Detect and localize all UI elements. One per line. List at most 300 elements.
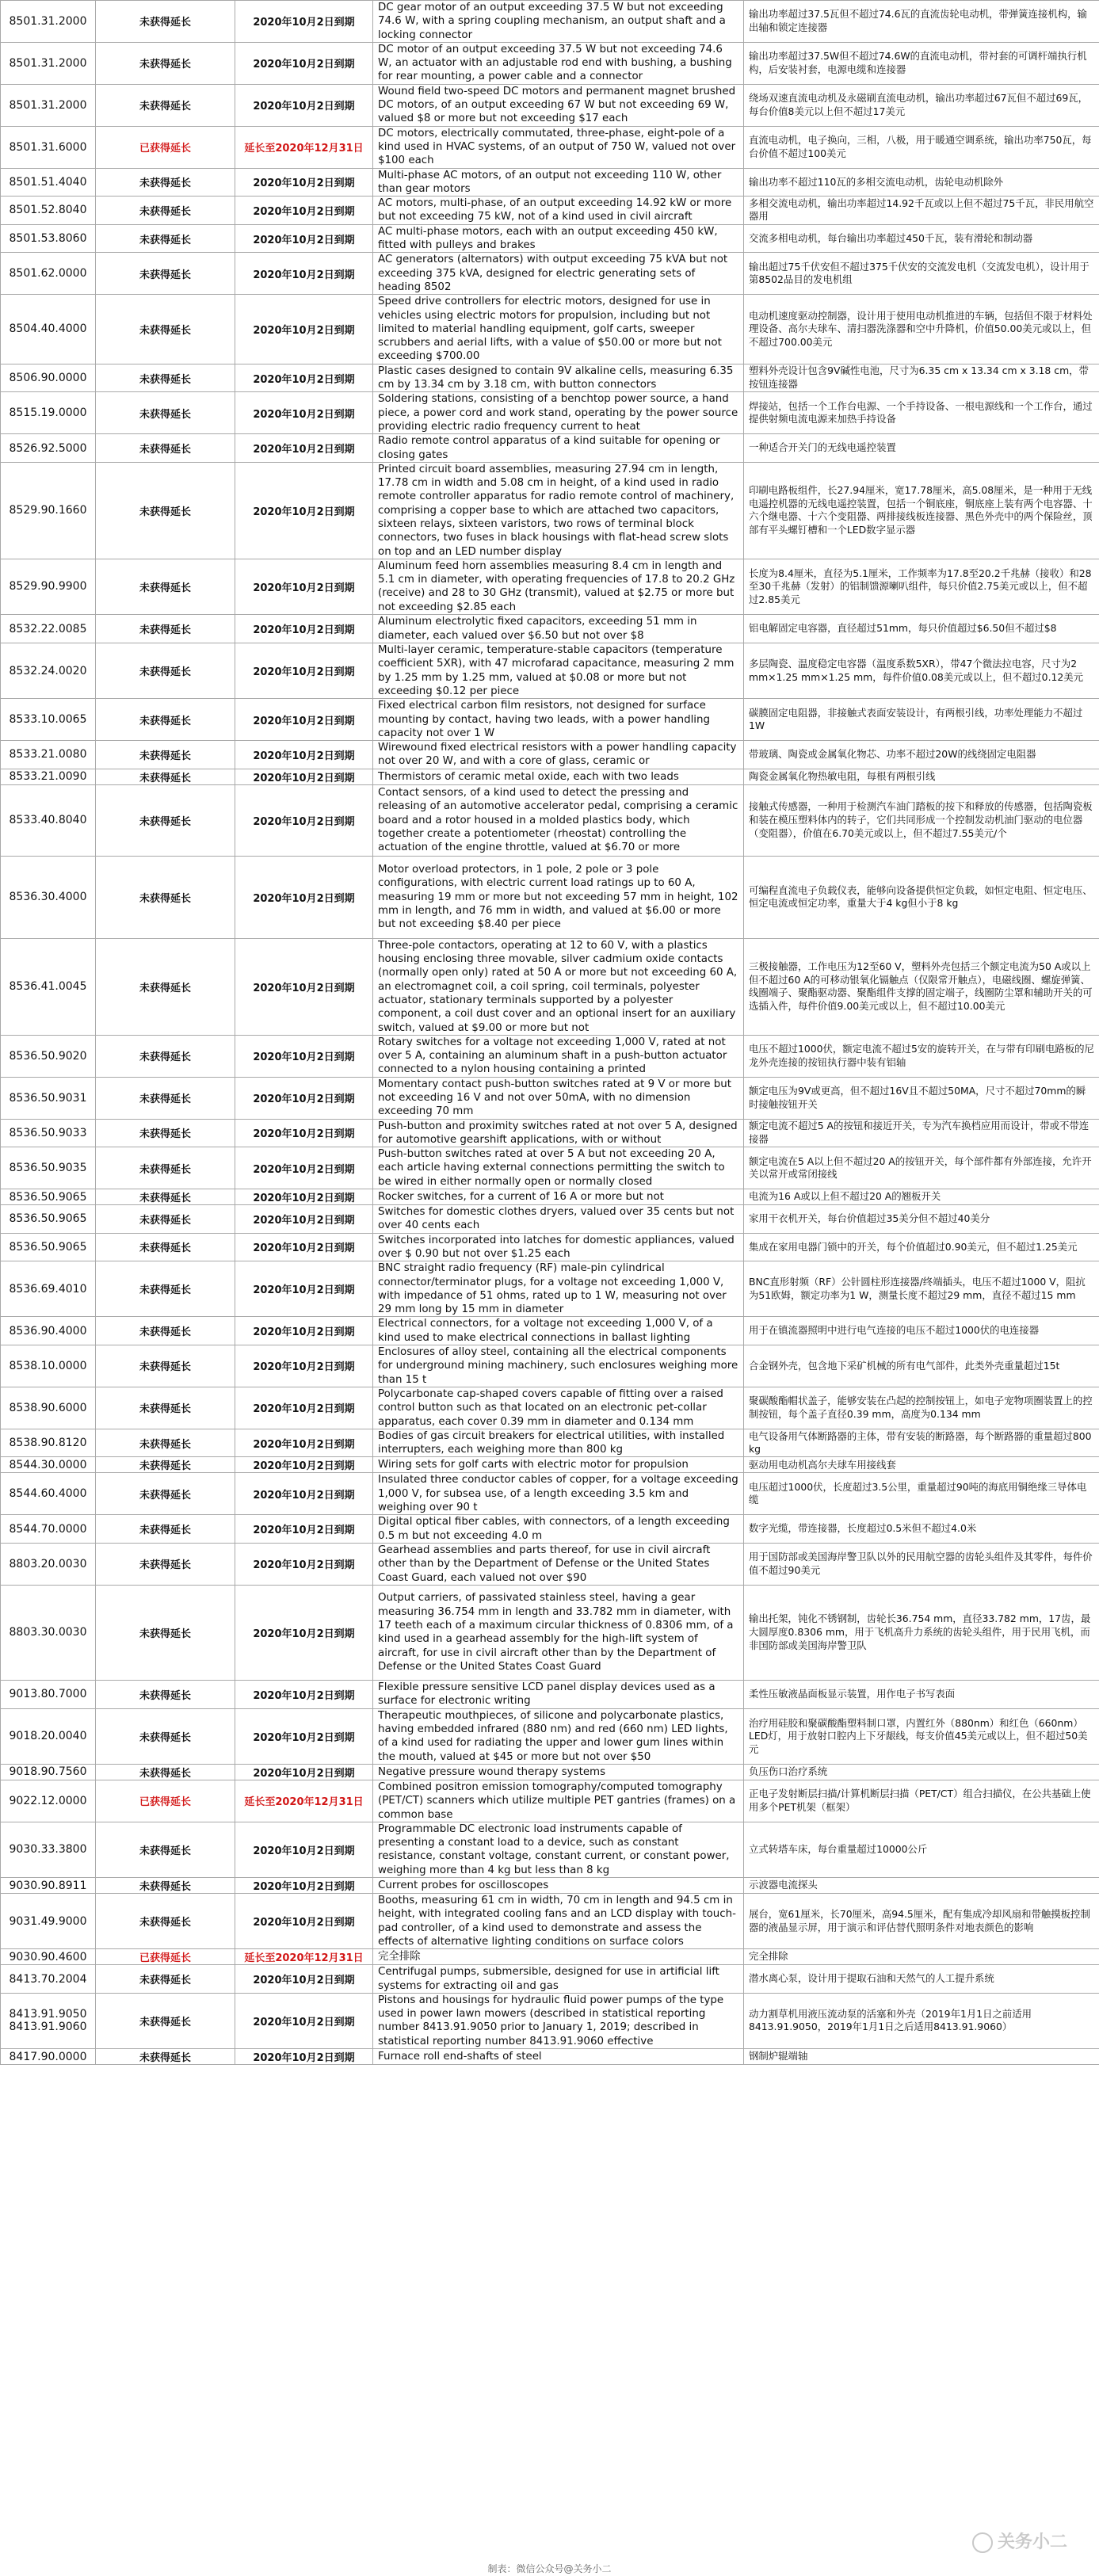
extension-status-cell: 未获得延长 [96, 434, 235, 463]
table-row [1, 1473, 1099, 1515]
deadline-cell: 2020年10月2日到期 [235, 1878, 373, 1894]
chinese-description-cell: 数字光缆，带连接器，长度超过0.5米但不超过4.0米 [744, 1515, 1099, 1544]
hts-code-cell: 9018.20.0040 [1, 1708, 96, 1764]
table-row [1, 1261, 1099, 1317]
hts-code-cell: 8413.91.9050 8413.91.9060 [1, 1993, 96, 2048]
english-description-cell: Therapeutic mouthpieces, of silicone and polycarbonate plastics, having embedded infrared (880 nm) and red (660 nm) LED lights, of a kind used for radiating the upper and lower gum lines within the mouth, valued at $45 or more but not over $50 [373, 1708, 744, 1764]
table-row [1, 434, 1099, 463]
extension-status-cell: 已获得延长 [96, 1780, 235, 1822]
deadline-cell: 2020年10月2日到期 [235, 784, 373, 856]
english-description-cell: Radio remote control apparatus of a kind suitable for opening or closing gates [373, 434, 744, 463]
table-row [1, 1, 1099, 43]
chinese-description-cell: 用于在镇流器照明中进行电气连接的电压不超过1000伏的电连接器 [744, 1317, 1099, 1345]
deadline-cell: 2020年10月2日到期 [235, 1680, 373, 1708]
chinese-description-cell: 动力割草机用液压流动泵的活塞和外壳（2019年1月1日之前适用8413.91.9050，2019年1月1日之后适用8413.91.9060） [744, 1993, 1099, 2048]
chinese-description-cell: 输出功率超过37.5瓦但不超过74.6瓦的直流齿轮电动机，带弹簧连接机构，输出轴和锁定连接器 [744, 1, 1099, 43]
deadline-cell: 2020年10月2日到期 [235, 699, 373, 741]
table-row [1, 1077, 1099, 1119]
table-row [1, 856, 1099, 938]
hts-code-cell: 8529.90.9900 [1, 559, 96, 614]
deadline-cell: 2020年10月2日到期 [235, 434, 373, 463]
extension-status-cell: 未获得延长 [96, 1317, 235, 1345]
chinese-description-cell: 柔性压敏液晶面板显示装置，用作电子书写表面 [744, 1680, 1099, 1708]
deadline-cell: 2020年10月2日到期 [235, 1, 373, 43]
english-description-cell: Wirewound fixed electrical resistors with a power handling capacity not over 20 W, and with a core of glass, ceramic or [373, 741, 744, 769]
hts-code-cell: 8501.51.4040 [1, 168, 96, 197]
footer-credit: 制表：微信公众号@关务小二 [487, 2563, 612, 2574]
hts-code-cell: 8504.40.4000 [1, 295, 96, 364]
table-row [1, 1345, 1099, 1387]
extension-status-cell: 未获得延长 [96, 1473, 235, 1515]
table-row [1, 741, 1099, 769]
english-description-cell: Wound field two-speed DC motors and permanent magnet brushed DC motors, of an output exceeding 67 W but not exceeding 69 W, valued $8 or more but not exceeding $17 each [373, 84, 744, 126]
deadline-cell: 2020年10月2日到期 [235, 1543, 373, 1585]
english-description-cell: Digital optical fiber cables, with connectors, of a length exceeding 0.5 m but not exceeding 4.0 m [373, 1515, 744, 1544]
table-row [1, 1878, 1099, 1894]
chinese-description-cell: 带玻璃、陶瓷或金属氧化物芯、功率不超过20W的线绕固定电阻器 [744, 741, 1099, 769]
table-row [1, 1189, 1099, 1205]
hts-code-cell: 8536.90.4000 [1, 1317, 96, 1345]
hts-code-cell: 8526.92.5000 [1, 434, 96, 463]
deadline-cell: 2020年10月2日到期 [235, 1764, 373, 1780]
hts-code-cell: 8532.22.0085 [1, 615, 96, 643]
deadline-cell: 2020年10月2日到期 [235, 1261, 373, 1317]
chinese-description-cell: 碳膜固定电阻器，非接触式表面安装设计，有两根引线，功率处理能力不超过1W [744, 699, 1099, 741]
english-description-cell: Push-button and proximity switches rated at not over 5 A, designed for automotive gearshift applications, with or without [373, 1119, 744, 1147]
english-description-cell: Electrical connectors, for a voltage not exceeding 1,000 V, of a kind used to make electrical connections in ballast lighting [373, 1317, 744, 1345]
extension-status-cell: 未获得延长 [96, 856, 235, 938]
deadline-cell: 2020年10月2日到期 [235, 224, 373, 253]
english-description-cell: Printed circuit board assemblies, measuring 27.94 cm in length, 17.78 cm in width and 5.08 cm in height, of a kind used in radio remote controller apparatus for radio remote control of machinery, comprising a copper base to which are attached two capacitors, sixteen relays, sixteen varistors, two rows of terminal block connectors, two fuses in black housings with flat-head screw slots on top and an LED number display [373, 462, 744, 559]
table-row [1, 1764, 1099, 1780]
chinese-description-cell: 电流为16 A或以上但不超过20 A的翘板开关 [744, 1189, 1099, 1205]
chinese-description-cell: 正电子发射断层扫描/计算机断层扫描（PET/CT）组合扫描仪，在公共基础上使用多个PET机架（框架） [744, 1780, 1099, 1822]
hts-code-cell: 8501.31.2000 [1, 1, 96, 43]
chinese-description-cell: 驱动用电动机高尔夫球车用接线套 [744, 1457, 1099, 1473]
deadline-cell: 2020年10月2日到期 [235, 1233, 373, 1261]
hts-code-cell: 8803.30.0030 [1, 1585, 96, 1680]
deadline-cell: 2020年10月2日到期 [235, 1965, 373, 1994]
extension-status-cell: 未获得延长 [96, 1387, 235, 1429]
extension-status-cell: 未获得延长 [96, 1, 235, 43]
chinese-description-cell: 接触式传感器，一种用于检测汽车油门踏板的按下和释放的传感器，包括陶瓷板和装在模压塑料体内的转子，它们共同形成一个控制发动机油门驱动的电位器（变阻器），价值在6.70美元或以上，但不超过7.55美元/个 [744, 784, 1099, 856]
deadline-cell: 2020年10月2日到期 [235, 938, 373, 1035]
hts-code-cell: 8803.20.0030 [1, 1543, 96, 1585]
table-row [1, 1317, 1099, 1345]
table-row [1, 784, 1099, 856]
hts-code-cell: 8501.31.6000 [1, 126, 96, 168]
chinese-description-cell: 额定电流在5 A以上但不超过20 A的按钮开关，每个部件都有外部连接，允许开关以常开或常闭接线 [744, 1147, 1099, 1189]
chinese-description-cell: 可编程直流电子负载仪表，能够向设备提供恒定负载，如恒定电阻、恒定电压、恒定电流或恒定功率，重量大于4 kg但小于8 kg [744, 856, 1099, 938]
deadline-cell: 2020年10月2日到期 [235, 1894, 373, 1949]
deadline-cell: 2020年10月2日到期 [235, 84, 373, 126]
hts-code-cell: 9018.90.7560 [1, 1764, 96, 1780]
extension-status-cell: 未获得延长 [96, 699, 235, 741]
chinese-description-cell: 电压超过1000伏，长度超过3.5公里，重量超过90吨的海底用铜绝缘三导体电缆 [744, 1473, 1099, 1515]
deadline-cell: 2020年10月2日到期 [235, 741, 373, 769]
table-row [1, 1457, 1099, 1473]
table-row [1, 769, 1099, 784]
extension-status-cell: 未获得延长 [96, 1189, 235, 1205]
extension-status-cell: 未获得延长 [96, 1894, 235, 1949]
english-description-cell: Booths, measuring 61 cm in width, 70 cm in length and 94.5 cm in height, with integrated cooling fans and an LCD display with touch-pad controller, of a kind used to demonstrate and assess the effects of alternative lighting conditions on surface colors [373, 1894, 744, 1949]
english-description-cell: Switches for domestic clothes dryers, valued over 35 cents but not over 40 cents each [373, 1205, 744, 1234]
extension-status-cell: 未获得延长 [96, 1585, 235, 1680]
hts-code-cell: 8544.30.0000 [1, 1457, 96, 1473]
chinese-description-cell: 塑料外壳设计包含9V碱性电池，尺寸为6.35 cm x 13.34 cm x 3.18 cm，带按钮连接器 [744, 364, 1099, 392]
english-description-cell: BNC straight radio frequency (RF) male-pin cylindrical connector/terminator plugs, for a voltage not exceeding 1,000 V, with impedance of 51 ohms, rated up to 1 W, measuring not over 29 mm long by 15 mm in diameter [373, 1261, 744, 1317]
hts-code-cell: 8515.19.0000 [1, 392, 96, 434]
table-row [1, 84, 1099, 126]
english-description-cell: Push-button switches rated at over 5 A but not exceeding 20 A, each article having external connections permitting the switch to be wired in either normally open or normally closed [373, 1147, 744, 1189]
table-row [1, 1543, 1099, 1585]
english-description-cell: Aluminum electrolytic fixed capacitors, exceeding 51 mm in diameter, each valued over $6.50 but not over $8 [373, 615, 744, 643]
extension-status-cell: 未获得延长 [96, 84, 235, 126]
table-row [1, 42, 1099, 84]
english-description-cell: Current probes for oscilloscopes [373, 1878, 744, 1894]
english-description-cell: Three-pole contactors, operating at 12 to 60 V, with a plastics housing enclosing three movable, silver cadmium oxide contacts (normally open only) rated at 50 A or more but not exceeding 60 A, an electromagnet coil, a coil spring, coil terminals, polyester actuator, stationary terminals supported by a polyester component, a coil dust cover and an optional insert for an auxiliary switch, valued at $9.00 or more but not [373, 938, 744, 1035]
extension-status-cell: 未获得延长 [96, 1345, 235, 1387]
chinese-description-cell: 焊接站，包括一个工作台电源、一个手持设备、一根电源线和一个工作台，通过提供射频电流电源来加热手持设备 [744, 392, 1099, 434]
hts-code-cell: 8536.69.4010 [1, 1261, 96, 1317]
chinese-description-cell: 用于国防部或美国海岸警卫队以外的民用航空器的齿轮头组件及其零件，每件价值不超过90美元 [744, 1543, 1099, 1585]
extension-status-cell: 未获得延长 [96, 615, 235, 643]
english-description-cell: AC generators (alternators) with output exceeding 75 kVA but not exceeding 375 kVA, designed for electric generating sets of heading 8502 [373, 253, 744, 295]
hts-code-cell: 8417.90.0000 [1, 2049, 96, 2065]
english-description-cell: Speed drive controllers for electric motors, designed for use in vehicles using electric motors for propulsion, including but not limited to material handling equipment, golf carts, sweeper scrubbers and aerial lifts, with a value of $50.00 or more but not exceeding $700.00 [373, 295, 744, 364]
hts-code-cell: 8538.90.8120 [1, 1429, 96, 1457]
table-row [1, 559, 1099, 614]
chinese-description-cell: 电动机速度驱动控制器，设计用于使用电动机推进的车辆，包括但不限于材料处理设备、高尔夫球车、清扫器洗涤器和空中升降机，价值50.00美元或以上，但不超过700.00美元 [744, 295, 1099, 364]
hts-code-cell: 8544.70.0000 [1, 1515, 96, 1544]
english-description-cell: Momentary contact push-button switches rated at 9 V or more but not exceeding 16 V and not over 50mA, with no dimension exceeding 70 mm [373, 1077, 744, 1119]
hts-code-cell: 8501.31.2000 [1, 42, 96, 84]
extension-status-cell: 未获得延长 [96, 1965, 235, 1994]
chinese-description-cell: 合金钢外壳，包含地下采矿机械的所有电气部件，此类外壳重量超过15t [744, 1345, 1099, 1387]
chinese-description-cell: 输出托架，钝化不锈钢制，齿轮长36.754 mm，直径33.782 mm，17齿，最大圆厚度0.8306 mm，用于飞机高升力系统的齿轮头组件，用于民用飞机，而非国防部或美国海岸警卫队 [744, 1585, 1099, 1680]
english-description-cell: Thermistors of ceramic metal oxide, each with two leads [373, 769, 744, 784]
deadline-cell: 2020年10月2日到期 [235, 1147, 373, 1189]
extension-status-cell: 未获得延长 [96, 1680, 235, 1708]
extension-status-cell: 未获得延长 [96, 1515, 235, 1544]
table-row [1, 2049, 1099, 2065]
chinese-description-cell: 输出超过75千伏安但不超过375千伏安的交流发电机（交流发电机），设计用于第8502品目的发电机组 [744, 253, 1099, 295]
chinese-description-cell: 额定电流不超过5 A的按钮和接近开关，专为汽车换档应用而设计，带或不带连接器 [744, 1119, 1099, 1147]
chinese-description-cell: 展台，宽61厘米，长70厘米，高94.5厘米，配有集成冷却风扇和带触摸板控制器的液晶显示屏，用于演示和评估替代照明条件对地表颜色的影响 [744, 1894, 1099, 1949]
english-description-cell: DC motors, electrically commutated, three-phase, eight-pole of a kind used in HVAC systems, of an output of 750 W, valued not over $100 each [373, 126, 744, 168]
english-description-cell: Flexible pressure sensitive LCD panel display devices used as a surface for electronic writing [373, 1680, 744, 1708]
chinese-description-cell: 聚碳酸酯帽状盖子，能够安装在凸起的控制按钮上，如电子宠物项圈装置上的控制按钮，每个盖子直径0.39 mm，高度为0.134 mm [744, 1387, 1099, 1429]
hts-code-cell: 8501.52.8040 [1, 197, 96, 225]
extension-status-cell: 未获得延长 [96, 769, 235, 784]
hts-code-cell: 9022.12.0000 [1, 1780, 96, 1822]
english-description-cell: Contact sensors, of a kind used to detect the pressing and releasing of an automotive accelerator pedal, comprising a ceramic board and a rotor housed in a molded plastics body, which together create a potentiometer (rheostat) controlling the actuation of the engine throttle, valued at $6.70 or more [373, 784, 744, 856]
english-description-cell: Output carriers, of passivated stainless steel, having a gear measuring 36.754 mm in length and 33.782 mm in diameter, with 17 teeth each of a maximum circular thickness of 0.8306 mm, of a kind used in a gearhead assembly for the high-lift system of aircraft, for use in civil aircraft other than by the Department of Defense or the United States Coast Guard [373, 1585, 744, 1680]
english-description-cell: Negative pressure wound therapy systems [373, 1764, 744, 1780]
table-row [1, 1993, 1099, 2048]
extension-status-cell: 未获得延长 [96, 197, 235, 225]
hts-code-cell: 8413.70.2004 [1, 1965, 96, 1994]
chinese-description-cell: 铝电解固定电容器，直径超过51mm，每只价值超过$6.50但不超过$8 [744, 615, 1099, 643]
table-row [1, 392, 1099, 434]
hts-code-cell: 8536.50.9033 [1, 1119, 96, 1147]
chinese-description-cell: 输出功率超过37.5W但不超过74.6W的直流电动机，带衬套的可调杆端执行机构，后安装衬套，电源电缆和连接器 [744, 42, 1099, 84]
chinese-description-cell: 电气设备用气体断路器的主体，带有安装的断路器，每个断路器的重量超过800 kg [744, 1429, 1099, 1457]
chinese-description-cell: 电压不超过1000伏，额定电流不超过5安的旋转开关，在与带有印刷电路板的尼龙外壳连接的按钮执行器中装有铝轴 [744, 1035, 1099, 1077]
extension-status-cell: 未获得延长 [96, 2049, 235, 2065]
chinese-description-cell: 潜水离心泵，设计用于提取石油和天然气的人工提升系统 [744, 1965, 1099, 1994]
english-description-cell: Centrifugal pumps, submersible, designed for use in artificial lift systems for extracting oil and gas [373, 1965, 744, 1994]
deadline-cell: 2020年10月2日到期 [235, 1205, 373, 1234]
watermark-text: 关务小二 [997, 2532, 1067, 2552]
deadline-cell: 2020年10月2日到期 [235, 462, 373, 559]
english-description-cell: Switches incorporated into latches for domestic appliances, valued over $ 0.90 but not over $1.25 each [373, 1233, 744, 1261]
hts-code-cell: 8501.53.8060 [1, 224, 96, 253]
deadline-cell: 2020年10月2日到期 [235, 559, 373, 614]
extension-status-cell: 未获得延长 [96, 1035, 235, 1077]
english-description-cell: AC multi-phase motors, each with an output exceeding 450 kW, fitted with pulleys and brakes [373, 224, 744, 253]
deadline-cell: 2020年10月2日到期 [235, 643, 373, 699]
extension-status-cell: 未获得延长 [96, 784, 235, 856]
deadline-cell: 2020年10月2日到期 [235, 1993, 373, 2048]
chinese-description-cell: 直流电动机，电子换向，三相，八极，用于暖通空调系统，输出功率750瓦，每台价值不超过100美元 [744, 126, 1099, 168]
table-row [1, 1680, 1099, 1708]
hts-code-cell: 8536.50.9065 [1, 1233, 96, 1261]
chinese-description-cell: 立式转塔车床，每台重量超过10000公斤 [744, 1822, 1099, 1877]
table-row [1, 1233, 1099, 1261]
deadline-cell: 2020年10月2日到期 [235, 615, 373, 643]
hts-code-cell: 8536.50.9031 [1, 1077, 96, 1119]
english-description-cell: Pistons and housings for hydraulic fluid power pumps of the type used in power lawn mowers (described in statistical reporting number 8413.91.9050 prior to January 1, 2019; described in statistical reporting number 8413.91.9060 effective [373, 1993, 744, 2048]
deadline-cell: 2020年10月2日到期 [235, 1119, 373, 1147]
chinese-description-cell: 额定电压为9V或更高，但不超过16V且不超过50MA，尺寸不超过70mm的瞬时接触按钮开关 [744, 1077, 1099, 1119]
deadline-cell: 2020年10月2日到期 [235, 1077, 373, 1119]
english-description-cell: Motor overload protectors, in 1 pole, 2 pole or 3 pole configurations, with electric current load ratings up to 60 A, measuring 19 mm or more but not exceeding 57 mm in height, 102 mm in length, and 76 mm in width, and valued at $6.00 or more but not exceeding $8.40 per piece [373, 856, 744, 938]
hts-code-cell: 8536.30.4000 [1, 856, 96, 938]
table-row [1, 462, 1099, 559]
english-description-cell: Fixed electrical carbon film resistors, not designed for surface mounting by contact, having two leads, with a power handling capacity not over 1 W [373, 699, 744, 741]
table-row [1, 1894, 1099, 1949]
hts-code-cell: 8533.21.0080 [1, 741, 96, 769]
hts-code-cell: 8536.50.9065 [1, 1189, 96, 1205]
deadline-cell: 2020年10月2日到期 [235, 295, 373, 364]
deadline-cell: 2020年10月2日到期 [235, 1189, 373, 1205]
table-row [1, 1708, 1099, 1764]
hts-code-cell: 9013.80.7000 [1, 1680, 96, 1708]
deadline-cell: 2020年10月2日到期 [235, 1473, 373, 1515]
english-description-cell: Enclosures of alloy steel, containing all the electrical components for underground mining machinery, such enclosures weighing more than 15 t [373, 1345, 744, 1387]
hts-code-cell: 8536.41.0045 [1, 938, 96, 1035]
deadline-cell: 2020年10月2日到期 [235, 1387, 373, 1429]
extension-status-cell: 未获得延长 [96, 1457, 235, 1473]
extension-status-cell: 未获得延长 [96, 741, 235, 769]
deadline-cell: 2020年10月2日到期 [235, 168, 373, 197]
english-description-cell: Multi-phase AC motors, of an output not exceeding 110 W, other than gear motors [373, 168, 744, 197]
table-row [1, 938, 1099, 1035]
hts-code-cell: 8529.90.1660 [1, 462, 96, 559]
deadline-cell: 2020年10月2日到期 [235, 769, 373, 784]
hts-code-cell: 8532.24.0020 [1, 643, 96, 699]
chinese-description-cell: 印刷电路板组件，长27.94厘米，宽17.78厘米，高5.08厘米，是一种用于无线电遥控机器的无线电遥控装置，包括一个铜底座，铜底座上装有两个电容器、十六个继电器、十六个变阻器、两排接线板连接器、黑色外壳中的两个保险丝，顶部有平头螺钉槽和一个LED数字显示器 [744, 462, 1099, 559]
deadline-cell: 2020年10月2日到期 [235, 1708, 373, 1764]
deadline-cell: 延长至2020年12月31日 [235, 1780, 373, 1822]
chinese-description-cell: 多相交流电动机，输出功率超过14.92千瓦或以上但不超过75千瓦，非民用航空器用 [744, 197, 1099, 225]
hts-code-cell: 8501.31.2000 [1, 84, 96, 126]
english-description-cell: Gearhead assemblies and parts thereof, for use in civil aircraft other than by the Department of Defense or the United States Coast Guard, each valued not over $90 [373, 1543, 744, 1585]
english-description-cell: Wiring sets for golf carts with electric motor for propulsion [373, 1457, 744, 1473]
chinese-description-cell: BNC直形射频（RF）公针圆柱形连接器/终端插头，电压不超过1000 V，阻抗为51欧姆，额定功率为1 W，测量长度不超过29 mm，直径不超过15 mm [744, 1261, 1099, 1317]
table-row [1, 1429, 1099, 1457]
extension-status-cell: 未获得延长 [96, 1147, 235, 1189]
extension-status-cell: 未获得延长 [96, 938, 235, 1035]
english-description-cell: 完全排除 [373, 1949, 744, 1965]
deadline-cell: 2020年10月2日到期 [235, 1515, 373, 1544]
english-description-cell: Plastic cases designed to contain 9V alkaline cells, measuring 6.35 cm by 13.34 cm by 3.18 cm, with button connectors [373, 364, 744, 392]
extension-status-cell: 已获得延长 [96, 1949, 235, 1965]
chinese-description-cell: 集成在家用电器门锁中的开关，每个价值超过0.90美元，但不超过1.25美元 [744, 1233, 1099, 1261]
chinese-description-cell: 家用干衣机开关，每台价值超过35美分但不超过40美分 [744, 1205, 1099, 1234]
extension-status-cell: 未获得延长 [96, 1878, 235, 1894]
extension-status-cell: 未获得延长 [96, 392, 235, 434]
deadline-cell: 2020年10月2日到期 [235, 1457, 373, 1473]
extension-status-cell: 未获得延长 [96, 1205, 235, 1234]
chinese-description-cell: 治疗用硅胶和聚碳酸酯塑料制口罩，内置红外（880nm）和红色（660nm）LED灯，用于放射口腔内上下牙龈线，每支价值45美元或以上，但不超过50美元 [744, 1708, 1099, 1764]
extension-status-cell: 未获得延长 [96, 1708, 235, 1764]
table-row [1, 1949, 1099, 1965]
deadline-cell: 2020年10月2日到期 [235, 1317, 373, 1345]
chinese-description-cell: 钢制炉辊端轴 [744, 2049, 1099, 2065]
deadline-cell: 2020年10月2日到期 [235, 1429, 373, 1457]
english-description-cell: Aluminum feed horn assemblies measuring 8.4 cm in length and 5.1 cm in diameter, with operating frequencies of 17.8 to 20.2 GHz (receive) and 28 to 30 GHz (transmit), valued at $2.75 or more but not exceeding $2.85 each [373, 559, 744, 614]
english-description-cell: Polycarbonate cap-shaped covers capable of fitting over a raised control button such as that located on an electronic pet-collar apparatus, each cover 0.39 mm in diameter and 0.134 mm [373, 1387, 744, 1429]
table-row [1, 1780, 1099, 1822]
deadline-cell: 2020年10月2日到期 [235, 42, 373, 84]
english-description-cell: AC motors, multi-phase, of an output exceeding 14.92 kW or more but not exceeding 75 kW, not of a kind used in civil aircraft [373, 197, 744, 225]
extension-status-cell: 未获得延长 [96, 462, 235, 559]
deadline-cell: 2020年10月2日到期 [235, 1035, 373, 1077]
table-row [1, 168, 1099, 197]
english-description-cell: Rotary switches for a voltage not exceeding 1,000 V, rated at not over 5 A, containing an aluminum shaft in a push-button actuator connected to a nylon housing containing a printed [373, 1035, 744, 1077]
deadline-cell: 2020年10月2日到期 [235, 364, 373, 392]
chinese-description-cell: 输出功率不超过110瓦的多相交流电动机，齿轮电动机除外 [744, 168, 1099, 197]
extension-status-cell: 未获得延长 [96, 1543, 235, 1585]
english-description-cell: Multi-layer ceramic, temperature-stable capacitors (temperature coefficient 5XR), with 47 microfarad capacitance, measuring 2 mm by 1.25 mm by 1.25 mm, valued at $0.08 or more but not exceeding $0.12 per piece [373, 643, 744, 699]
table-row [1, 197, 1099, 225]
extension-status-cell: 未获得延长 [96, 1993, 235, 2048]
deadline-cell: 2020年10月2日到期 [235, 2049, 373, 2065]
hts-code-cell: 8506.90.0000 [1, 364, 96, 392]
deadline-cell: 2020年10月2日到期 [235, 1822, 373, 1877]
extension-status-cell: 未获得延长 [96, 1119, 235, 1147]
extension-status-cell: 未获得延长 [96, 253, 235, 295]
table-row [1, 1387, 1099, 1429]
hts-code-cell: 8533.21.0090 [1, 769, 96, 784]
english-description-cell: DC gear motor of an output exceeding 37.5 W but not exceeding 74.6 W, with a spring coupling mechanism, an output shaft and a locking connector [373, 1, 744, 43]
english-description-cell: Rocker switches, for a current of 16 A or more but not [373, 1189, 744, 1205]
table-row [1, 1515, 1099, 1544]
hts-code-cell: 8536.50.9020 [1, 1035, 96, 1077]
extension-status-cell: 未获得延长 [96, 224, 235, 253]
hts-code-cell: 8536.50.9065 [1, 1205, 96, 1234]
table-row [1, 1822, 1099, 1877]
table-row [1, 1119, 1099, 1147]
hts-code-cell: 8536.50.9035 [1, 1147, 96, 1189]
extension-status-cell: 未获得延长 [96, 1822, 235, 1877]
extension-status-cell: 已获得延长 [96, 126, 235, 168]
table-row [1, 1585, 1099, 1680]
english-description-cell: Programmable DC electronic load instruments capable of presenting a constant load to a device, such as constant resistance, constant voltage, constant current, or constant power, weighing more than 4 kg but less than 8 kg [373, 1822, 744, 1877]
chinese-description-cell: 交流多相电动机，每台输出功率超过450千瓦，装有滑轮和制动器 [744, 224, 1099, 253]
extension-status-cell: 未获得延长 [96, 364, 235, 392]
english-description-cell: Soldering stations, consisting of a benchtop power source, a hand piece, a power cord and work stand, operating by the power source providing electric radio frequency current to heat [373, 392, 744, 434]
deadline-cell: 2020年10月2日到期 [235, 856, 373, 938]
table-row [1, 615, 1099, 643]
chinese-description-cell: 多层陶瓷、温度稳定电容器（温度系数5XR），带47个微法拉电容，尺寸为2 mm×1.25 mm×1.25 mm，每件价值0.08美元或以上，但不超过0.12美元 [744, 643, 1099, 699]
deadline-cell: 延长至2020年12月31日 [235, 126, 373, 168]
table-row [1, 699, 1099, 741]
deadline-cell: 2020年10月2日到期 [235, 197, 373, 225]
deadline-cell: 延长至2020年12月31日 [235, 1949, 373, 1965]
deadline-cell: 2020年10月2日到期 [235, 1585, 373, 1680]
extension-status-cell: 未获得延长 [96, 1764, 235, 1780]
extension-status-cell: 未获得延长 [96, 559, 235, 614]
deadline-cell: 2020年10月2日到期 [235, 392, 373, 434]
table-row [1, 253, 1099, 295]
chinese-description-cell: 一种适合开关门的无线电遥控装置 [744, 434, 1099, 463]
extension-status-cell: 未获得延长 [96, 168, 235, 197]
table-row [1, 224, 1099, 253]
chinese-description-cell: 长度为8.4厘米，直径为5.1厘米，工作频率为17.8至20.2千兆赫（接收）和28至30千兆赫（发射）的铝制馈源喇叭组件，每只价值2.75美元或以上，但不超过2.85美元 [744, 559, 1099, 614]
table-row [1, 1205, 1099, 1234]
deadline-cell: 2020年10月2日到期 [235, 1345, 373, 1387]
extension-status-cell: 未获得延长 [96, 1429, 235, 1457]
hts-code-cell: 9030.90.8911 [1, 1878, 96, 1894]
extension-status-cell: 未获得延长 [96, 1261, 235, 1317]
hts-code-cell: 8533.40.8040 [1, 784, 96, 856]
wechat-logo-icon [972, 2532, 993, 2553]
extension-status-cell: 未获得延长 [96, 643, 235, 699]
table-row [1, 1147, 1099, 1189]
table-row [1, 295, 1099, 364]
hts-code-cell: 8538.90.6000 [1, 1387, 96, 1429]
hts-code-cell: 9030.90.4600 [1, 1949, 96, 1965]
english-description-cell: Combined positron emission tomography/computed tomography (PET/CT) scanners which utilize multiple PET gantries (frames) on a common base [373, 1780, 744, 1822]
chinese-description-cell: 示波器电流探头 [744, 1878, 1099, 1894]
hts-code-cell: 8538.10.0000 [1, 1345, 96, 1387]
english-description-cell: DC motor of an output exceeding 37.5 W but not exceeding 74.6 W, an actuator with an adjustable rod end with bushing, a bushing for rear mounting, a power cable and a connector [373, 42, 744, 84]
hts-code-cell: 8501.62.0000 [1, 253, 96, 295]
table-row [1, 364, 1099, 392]
table-row [1, 1035, 1099, 1077]
extension-status-cell: 未获得延长 [96, 1077, 235, 1119]
chinese-description-cell: 三极接触器，工作电压为12至60 V，塑料外壳包括三个额定电流为50 A或以上但不超过60 A的可移动银氧化镉触点（仅限常开触点），电磁线圈、螺旋弹簧、线圈端子、聚酯驱动器、聚酯组件支撑的固定端子，线圈防尘罩和辅助开关的可选插入件，每件价值9.00美元或以上，但不超过10.00美元 [744, 938, 1099, 1035]
chinese-description-cell: 完全排除 [744, 1949, 1099, 1965]
extension-status-cell: 未获得延长 [96, 42, 235, 84]
hts-code-cell: 9031.49.9000 [1, 1894, 96, 1949]
table-row [1, 1965, 1099, 1994]
chinese-description-cell: 负压伤口治疗系统 [744, 1764, 1099, 1780]
extension-status-cell: 未获得延长 [96, 295, 235, 364]
watermark [972, 2532, 1067, 2553]
deadline-cell: 2020年10月2日到期 [235, 253, 373, 295]
hts-code-cell: 8533.10.0065 [1, 699, 96, 741]
table-row [1, 126, 1099, 168]
table-row [1, 643, 1099, 699]
extension-status-cell: 未获得延长 [96, 1233, 235, 1261]
chinese-description-cell: 绕场双速直流电动机及永磁刷直流电动机，输出功率超过67瓦但不超过69瓦，每台价值8美元以上但不超过17美元 [744, 84, 1099, 126]
english-description-cell: Furnace roll end-shafts of steel [373, 2049, 744, 2065]
english-description-cell: Insulated three conductor cables of copper, for a voltage exceeding 1,000 V, for subsea use, of a length exceeding 3.5 km and weighing over 90 t [373, 1473, 744, 1515]
